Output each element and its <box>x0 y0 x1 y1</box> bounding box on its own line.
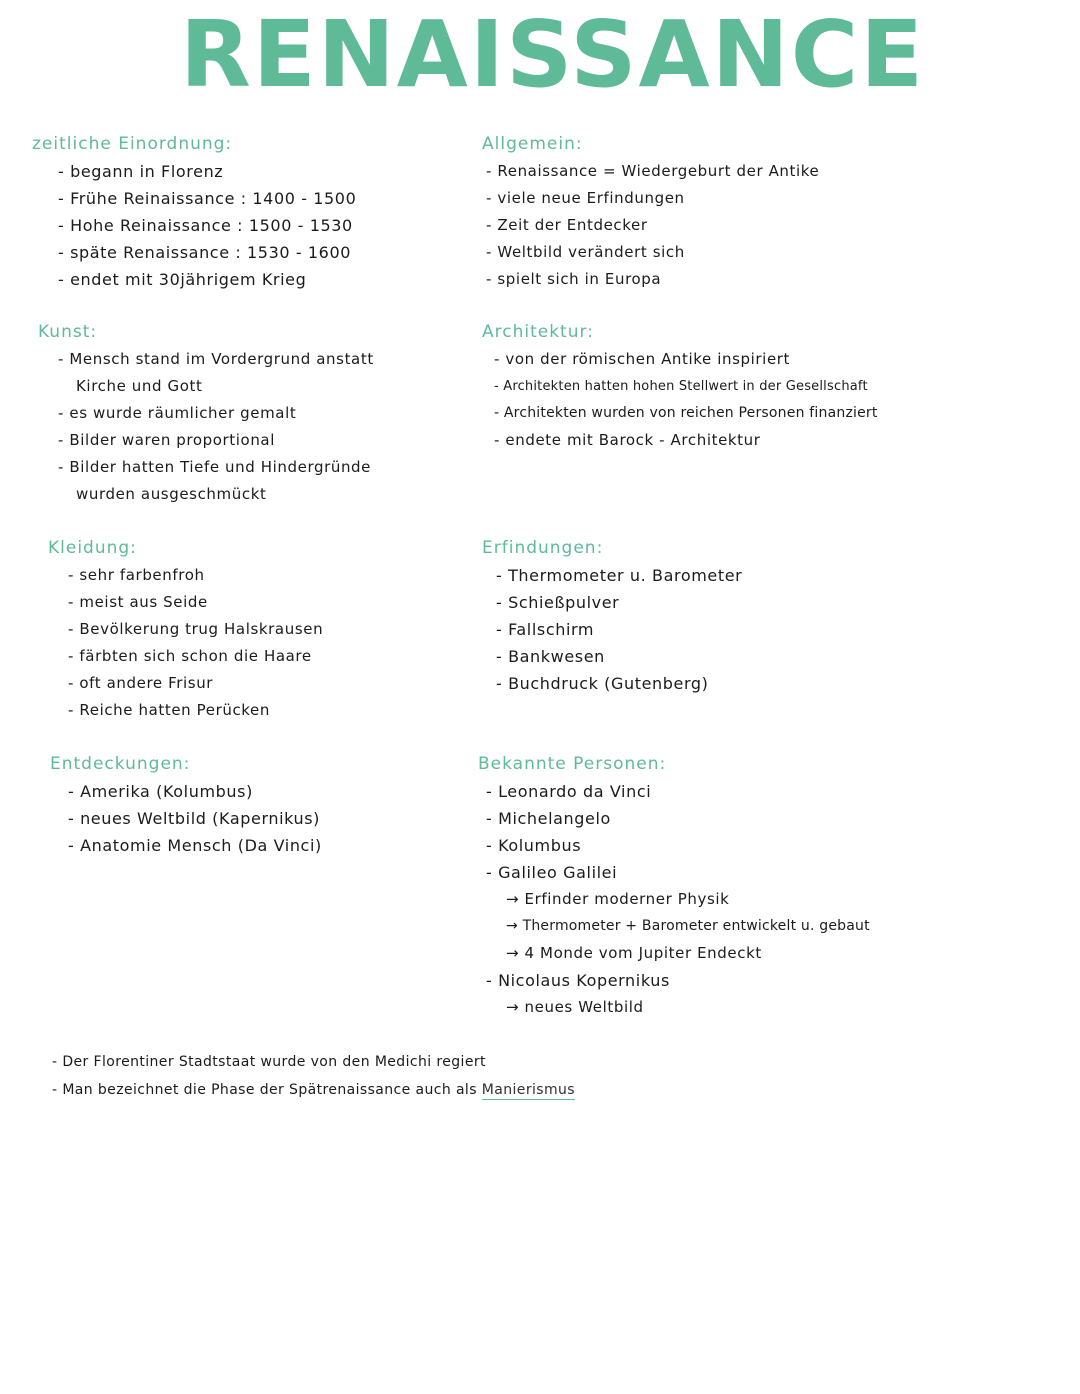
section-heading: Kunst: <box>38 322 98 342</box>
section-heading: Entdeckungen: <box>50 754 191 774</box>
section-heading: Kleidung: <box>48 538 137 558</box>
list-item: - Anatomie Mensch (Da Vinci) <box>68 832 322 859</box>
section-heading: Erfindungen: <box>482 538 604 558</box>
list-item: - Architekten wurden von reichen Personen finanziert <box>494 400 878 427</box>
list-item: - spielt sich in Europa <box>486 266 819 293</box>
page-title: RENAISSANCE <box>180 1 926 108</box>
list-item: Kirche und Gott <box>76 377 203 395</box>
list-item: - Thermometer u. Barometer <box>496 562 742 589</box>
list-item: - Mensch stand im Vordergrund anstatt <box>58 346 374 373</box>
list-item: - späte Renaissance : 1530 - 1600 <box>58 239 356 266</box>
section-bekannte-personen <box>478 754 870 1021</box>
list-item: - Hohe Reinaissance : 1500 - 1530 <box>58 212 356 239</box>
list-item: wurden ausgeschmückt <box>76 485 267 503</box>
list-item: - Kolumbus <box>486 832 870 859</box>
list-item: - endete mit Barock - Architektur <box>494 427 878 454</box>
list-item: - endet mit 30jährigem Krieg <box>58 266 356 293</box>
list-item: - Architekten hatten hohen Stellwert in der Gesellschaft <box>494 373 878 400</box>
section-allgemein <box>482 134 819 293</box>
note-line: - Der Florentiner Stadtstaat wurde von den Medichi regiert <box>52 1048 575 1076</box>
list-item: - Bilder hatten Tiefe und Hindergründe <box>58 454 374 481</box>
list-item: - färbten sich schon die Haare <box>68 643 323 670</box>
list-item: - Michelangelo <box>486 805 870 832</box>
list-item: - meist aus Seide <box>68 589 323 616</box>
list-item: - Buchdruck (Gutenberg) <box>496 670 742 697</box>
list-item: - Bevölkerung trug Halskrausen <box>68 616 323 643</box>
list-item: - Nicolaus Kopernikus <box>486 967 870 994</box>
list-item: - es wurde räumlicher gemalt <box>58 400 374 427</box>
list-item: - Reiche hatten Perücken <box>68 697 323 724</box>
section-heading: Bekannte Personen: <box>478 754 667 774</box>
section-kleidung <box>48 538 323 724</box>
list-item: → Thermometer + Barometer entwickelt u. gebaut <box>486 913 870 940</box>
section-heading: Architektur: <box>482 322 594 342</box>
list-item: - Zeit der Entdecker <box>486 212 819 239</box>
list-item: → 4 Monde vom Jupiter Endeckt <box>486 940 870 967</box>
list-item: - begann in Florenz <box>58 158 356 185</box>
list-item: - Frühe Reinaissance : 1400 - 1500 <box>58 185 356 212</box>
section-zeitliche-einordnung <box>32 134 356 293</box>
list-item: - Bankwesen <box>496 643 742 670</box>
section-heading: zeitliche Einordnung: <box>32 134 233 154</box>
section-heading: Allgemein: <box>482 134 583 154</box>
list-item: - Leonardo da Vinci <box>486 778 870 805</box>
list-item: - neues Weltbild (Kapernikus) <box>68 805 322 832</box>
note-line: - Man bezeichnet die Phase der Spätrenaissance auch als Manierismus <box>52 1082 575 1098</box>
list-item: - Weltbild verändert sich <box>486 239 819 266</box>
list-item: - Schießpulver <box>496 589 742 616</box>
list-item: - von der römischen Antike inspiriert <box>494 346 878 373</box>
list-item: - Amerika (Kolumbus) <box>68 778 322 805</box>
note-text: Man bezeichnet die Phase der Spätrenaissance auch als <box>62 1082 477 1098</box>
list-item: → Erfinder moderner Physik <box>486 886 870 913</box>
list-item: - Bilder waren proportional <box>58 427 374 454</box>
section-kunst <box>38 322 374 508</box>
list-item: - Fallschirm <box>496 616 742 643</box>
list-item: → neues Weltbild <box>486 994 870 1021</box>
section-architektur <box>482 322 878 454</box>
list-item: - Galileo Galilei <box>486 859 870 886</box>
footer-notes <box>52 1048 575 1104</box>
list-item: - oft andere Frisur <box>68 670 323 697</box>
list-item: - Renaissance = Wiedergeburt der Antike <box>486 158 819 185</box>
highlight-term: Manierismus <box>481 1082 575 1098</box>
section-erfindungen <box>482 538 742 697</box>
list-item: - sehr farbenfroh <box>68 562 323 589</box>
list-item: - viele neue Erfindungen <box>486 185 819 212</box>
section-entdeckungen <box>50 754 322 859</box>
